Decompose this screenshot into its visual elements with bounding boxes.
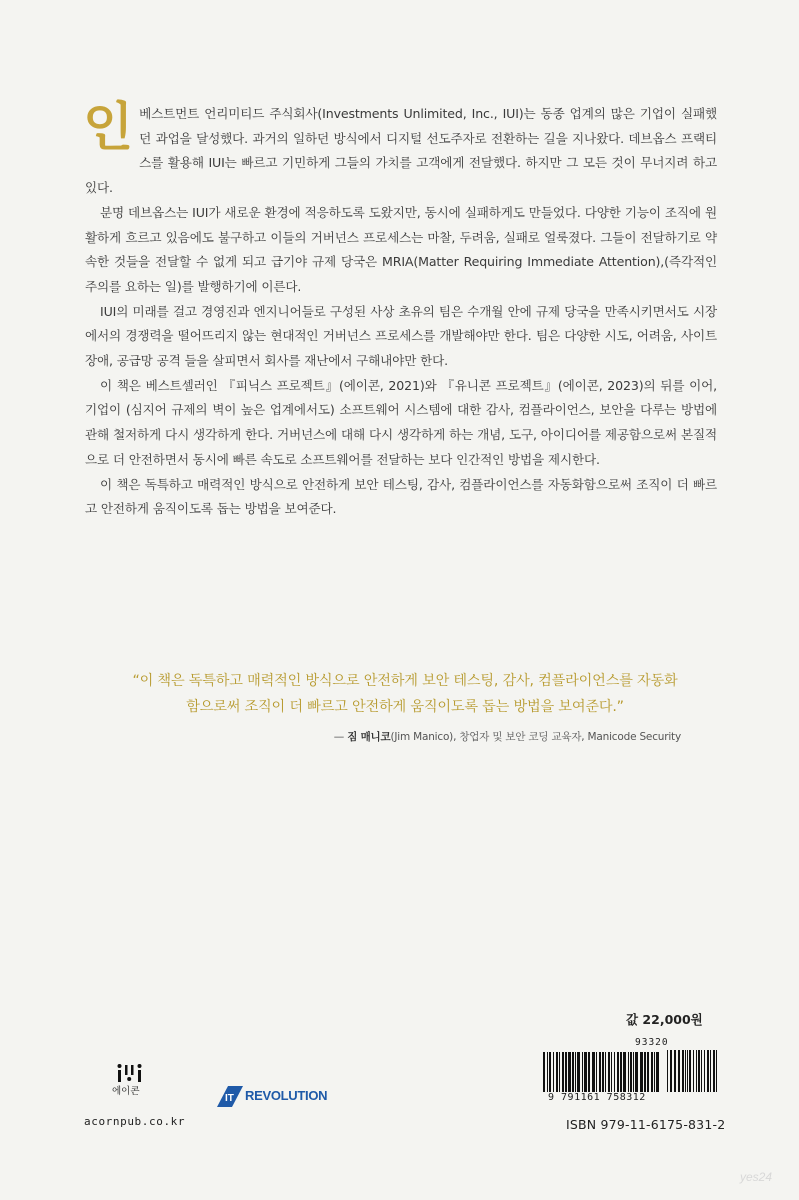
barcode-bar xyxy=(547,1052,548,1092)
barcode-addon-bar xyxy=(670,1050,672,1092)
barcode-bar xyxy=(644,1052,646,1092)
barcode-bar xyxy=(633,1052,634,1092)
barcode-addon-bar xyxy=(667,1050,668,1092)
barcode-bar xyxy=(568,1052,571,1092)
barcode-bar xyxy=(630,1052,632,1092)
barcode-addon-bar xyxy=(678,1050,680,1092)
paragraph: 이 책은 독특하고 매력적인 방식으로 안전하게 보안 테스팅, 감사, 컴플라이언스를 자동화함으로써 조직이 더 빠르고 안전하게 움직이도록 돕는 방법을 보여준다. xyxy=(85,476,717,517)
barcode-bar xyxy=(575,1052,576,1092)
barcode-bar xyxy=(647,1052,649,1092)
it-revolution-logo-icon xyxy=(215,1083,245,1109)
barcode-bar xyxy=(592,1052,595,1092)
barcode-bar xyxy=(614,1052,615,1092)
barcode-addon-bar xyxy=(682,1050,684,1092)
barcode-bar xyxy=(559,1052,560,1092)
barcode-addon-bar xyxy=(687,1050,688,1092)
barcode-addon-digits: 93320 xyxy=(635,1037,669,1048)
drop-cap: 인 xyxy=(83,98,134,158)
publisher-name: 에이콘 xyxy=(112,1086,140,1097)
watermark: yes24 xyxy=(740,1170,773,1184)
imprint-mark: IT xyxy=(225,1093,234,1104)
barcode-bar xyxy=(549,1052,551,1092)
barcode-bar xyxy=(599,1052,601,1092)
barcode-addon-bar xyxy=(693,1050,694,1092)
endorsement-quote xyxy=(90,668,720,720)
barcode-digits: 9 791161 758312 xyxy=(548,1092,646,1103)
paragraph: 분명 데브옵스는 IUI가 새로운 환경에 적응하도록 도왔지만, 동시에 실패하게도 만들었다. 다양한 기능이 조직에 원활하게 흐르고 있음에도 불구하고 이들의 거버넌스 프로세스는 마찰, 두려움, 실패로 얼룩졌다. 그들이 전달하기로 약속한 것들을 전달할 수 없게 되고 급기야 규제 당국은 MRIA(Matter Requiring Immediate Attention),(즉각적인 주의를 요하는 일)를 발행하기에 이른다. xyxy=(85,204,717,294)
barcode-addon-bar xyxy=(710,1050,711,1092)
quote-line: 함으로써 조직이 더 빠르고 안전하게 움직이도록 돕는 방법을 보여준다.” xyxy=(186,699,624,715)
barcode-bar xyxy=(617,1052,619,1092)
barcode-addon-bar xyxy=(707,1050,709,1092)
paragraph: 인베스트먼트 언리미티드 주식회사(Investments Unlimited, Inc., IUI)는 동종 업계의 많은 기업이 실패했던 과업을 달성했다. 과거의 일하던 방식에서 디지털 선도주자로 전환하는 길을 지나왔다. 데브옵스 프랙티스를 활용해 IUI는 빠르고 기민하게 그들의 가치를 고객에게 전달했다. 하지만 그 모든 것이 무너지려 하고 있다. xyxy=(83,98,717,196)
barcode-addon-bar xyxy=(704,1050,705,1092)
quote-attribution xyxy=(334,729,681,744)
imprint-name: REVOLUTION xyxy=(245,1088,328,1103)
description-text xyxy=(83,98,717,522)
barcode-bar xyxy=(651,1052,653,1092)
barcode-bar xyxy=(553,1052,554,1092)
barcode-bar xyxy=(605,1052,606,1092)
barcode-addon-bar xyxy=(701,1050,702,1092)
barcode-bar xyxy=(620,1052,622,1092)
barcode-addon-bar xyxy=(698,1050,700,1092)
barcode-bar xyxy=(543,1052,545,1092)
price-label: 값 22,000원 xyxy=(626,1012,703,1027)
quote-line: “이 책은 독특하고 매력적인 방식으로 안전하게 보안 테스팅, 감사, 컴플라이언스를 자동화 xyxy=(132,673,678,689)
barcode-bar xyxy=(565,1052,567,1092)
attribution-dash: — xyxy=(333,731,348,743)
publisher-url: acornpub.co.kr xyxy=(84,1115,186,1128)
barcode-bar xyxy=(656,1052,659,1092)
paragraph: 이 책은 베스트셀러인 『피닉스 프로젝트』(에이콘, 2021)와 『유니콘 프로젝트』(에이콘, 2023)의 뒤를 이어, 기업이 (심지어 규제의 벽이 높은 업계에서도) 소프트웨어 시스템에 대한 감사, 컴플라이언스, 보안을 다루는 방법에 관해 철저하게 다시 생각하게 한다. 거버넌스에 대해 다시 생각하게 하는 개념, 도구, 아이디어를 제공함으로써 본질적으로 더 안전하면서 동시에 빠른 속도로 소프트웨어를 전달하는 보다 인간적인 방법을 제시한다. xyxy=(85,377,717,467)
barcode-bar xyxy=(596,1052,597,1092)
barcode-bar xyxy=(611,1052,612,1092)
isbn-number: ISBN 979-11-6175-831-2 xyxy=(566,1117,726,1132)
barcode-addon-bar xyxy=(716,1050,717,1092)
attribution-detail: (Jim Manico), 창업자 및 보안 코딩 교육자, Manicode Security xyxy=(390,731,681,743)
barcode-bar xyxy=(562,1052,564,1092)
barcode-bar xyxy=(588,1052,590,1092)
barcode-addon-bar xyxy=(713,1050,715,1092)
barcode-bar xyxy=(623,1052,626,1092)
barcode-addon-bar xyxy=(696,1050,697,1092)
barcode-bar xyxy=(654,1052,655,1092)
barcode-bar xyxy=(582,1052,583,1092)
barcode-bar xyxy=(640,1052,643,1092)
barcode-bar xyxy=(584,1052,587,1092)
paragraph: IUI의 미래를 걸고 경영진과 엔지니어들로 구성된 사상 초유의 팀은 수개월 안에 규제 당국을 만족시키면서도 시장에서의 경쟁력을 떨어뜨리지 않는 현대적인 거버넌스 프로세스를 개발해야만 한다. 팀은 다양한 시도, 어려움, 사이트 장애, 공급망 공격 들을 살피면서 회사를 재난에서 구해내야만 한다. xyxy=(85,303,717,369)
barcode-bar xyxy=(635,1052,638,1092)
barcode-addon-bar xyxy=(689,1050,691,1092)
barcode-bar xyxy=(608,1052,610,1092)
barcode-addon-bar xyxy=(685,1050,686,1092)
barcode-bar xyxy=(628,1052,629,1092)
barcode-addon-bar xyxy=(674,1050,676,1092)
barcode-bar xyxy=(572,1052,574,1092)
barcode-bar xyxy=(556,1052,558,1092)
attribution-name: 짐 매니코 xyxy=(347,731,391,743)
barcode-bar xyxy=(602,1052,604,1092)
acorn-logo-icon xyxy=(116,1062,146,1084)
barcode-bar xyxy=(577,1052,580,1092)
